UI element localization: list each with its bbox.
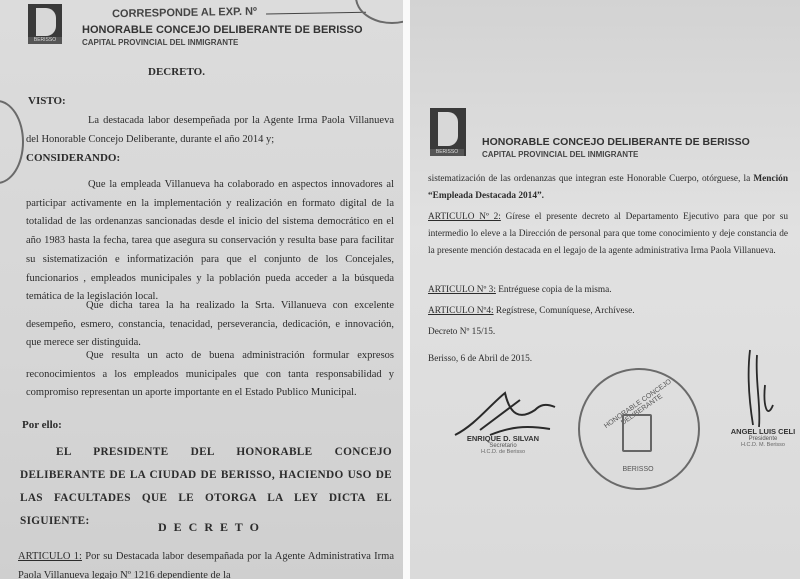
visto-text: La destacada labor desempeñada por la Agente Irma Paola Villanueva del Honorable Concejo Deliberante, durante el año 2014 y; <box>26 115 394 145</box>
articulo-2-text: Gírese el presente decreto al Departamento Ejecutivo para que por su intermedio lo eleve a la Dirección de personal para que tome conocimiento y deje constancia de la presente mención destacada en el legajo de la agente administrativa Irma Paola Villanueva. <box>428 212 788 256</box>
visto-label: VISTO: <box>28 95 66 107</box>
header-title: HONORABLE CONCEJO DELIBERANTE DE BERISSO <box>482 136 750 148</box>
articulo-4 <box>428 303 788 320</box>
articulo-1-label: ARTICULO 1: <box>18 551 82 562</box>
considerando-label: CONSIDERANDO: <box>26 152 121 164</box>
stamp-text: CORRESPONDE AL EXP. Nº <box>111 5 258 21</box>
secretary-org: H.C.D. de Berisso <box>480 449 525 455</box>
president-org: H.C.D. M. Berisso <box>740 442 785 448</box>
right-page <box>410 0 800 579</box>
round-seal-partial <box>355 0 403 24</box>
articulo-3-label: ARTICULO Nº 3: <box>428 285 496 295</box>
considerando-p1: Que la empleada Villanueva ha colaborado en aspectos innovadores al participar activamente en la implementación y realización en formato digital de la totalidad de las ordenanzas sancionadas desde el inicio del sistema democrático en el año 1983 hasta la fecha, tarea que asegura su conservación y resulta base para facilitar su sistematización e informatización para que el conjunto de los Concejales, funcionarios , empleados municipales y la población pueda acceder a la búsqueda temática de la legislación local. <box>26 179 394 303</box>
doc-title: DECRETO. <box>148 66 205 78</box>
seal-text-bottom: BERISSO <box>622 466 654 473</box>
seal-text-top: HONORABLE CONCEJO DELIBERANTE <box>603 378 673 430</box>
berisso-logo: BERISSO <box>28 4 62 44</box>
president-name: ANGEL LUIS CELI <box>730 427 796 436</box>
por-ello: Por ello: <box>22 419 62 431</box>
president-declaration: EL PRESIDENTE DEL HONORABLE CONCEJO DELIBERANTE DE LA CIUDAD DE BERISSO, HACIENDO USO DE LAS FACULTADES QUE LE OTORGA LA LEY DICTA EL SIGUIENTE: <box>20 446 392 527</box>
stamp-handwritten-number <box>266 12 366 15</box>
mencion-bold: Mención “Empleada Destacada 2014”. <box>428 174 788 201</box>
header-subtitle: CAPITAL PROVINCIAL DEL INMIGRANTE <box>482 150 639 159</box>
margin-seal-partial <box>0 100 24 184</box>
secretary-role: Secretario <box>489 443 517 449</box>
header-subtitle: CAPITAL PROVINCIAL DEL INMIGRANTE <box>82 38 239 47</box>
president-block <box>728 427 798 448</box>
berisso-logo: BERISSO <box>430 108 466 156</box>
date-line: Berisso, 6 de Abril de 2015. <box>428 354 533 364</box>
continuation-text <box>428 171 788 205</box>
header-title: HONORABLE CONCEJO DELIBERANTE DE BERISSO <box>82 24 363 36</box>
expediente-stamp <box>112 4 366 20</box>
articulo-4-text: Regístrese, Comuníquese, Archívese. <box>495 306 635 316</box>
articulo-3-text: Entréguese copia de la misma. <box>498 285 612 295</box>
considerando-p3: Que resulta un acto de buena administración formular expresos reconocimientos a los empleados municipales que con tanta responsabilidad y compromiso representan un aporte importante en el Estado Publico Municipal. <box>26 350 394 399</box>
decreto-number: Decreto Nº 15/15. <box>428 327 496 337</box>
considerando-p2: Que dicha tarea la ha realizado la Srta. Villanueva con excelente desempeño, esmero, constancia, tenacidad, perseverancia, dedicación, e innovación, que merece ser distinguida. <box>26 300 394 349</box>
articulo-2 <box>428 209 788 260</box>
articulo-4-label: ARTICULO Nº4: <box>428 306 494 316</box>
articulo-1 <box>18 548 394 579</box>
articulo-3 <box>428 282 788 299</box>
articulo-1-text: Por su Destacada labor desempañada por la Agente Administrativa Irma Paola Villanueva legajo Nº 1216 dependiente de la <box>18 551 394 579</box>
official-seal <box>578 368 700 490</box>
decreto-heading: D E C R E T O <box>158 520 261 534</box>
page-divider <box>403 0 410 579</box>
continuation-body: sistematización de las ordenanzas que integran este Honorable Cuerpo, otórguese, la <box>428 174 751 184</box>
president-signature <box>735 345 785 435</box>
secretary-name: ENRIQUE D. SILVAN <box>466 434 540 443</box>
seal-emblem <box>622 414 652 452</box>
articulo-2-label: ARTICULO Nº 2: <box>428 212 501 222</box>
secretary-block <box>458 434 548 455</box>
president-role: Presidente <box>748 436 778 442</box>
